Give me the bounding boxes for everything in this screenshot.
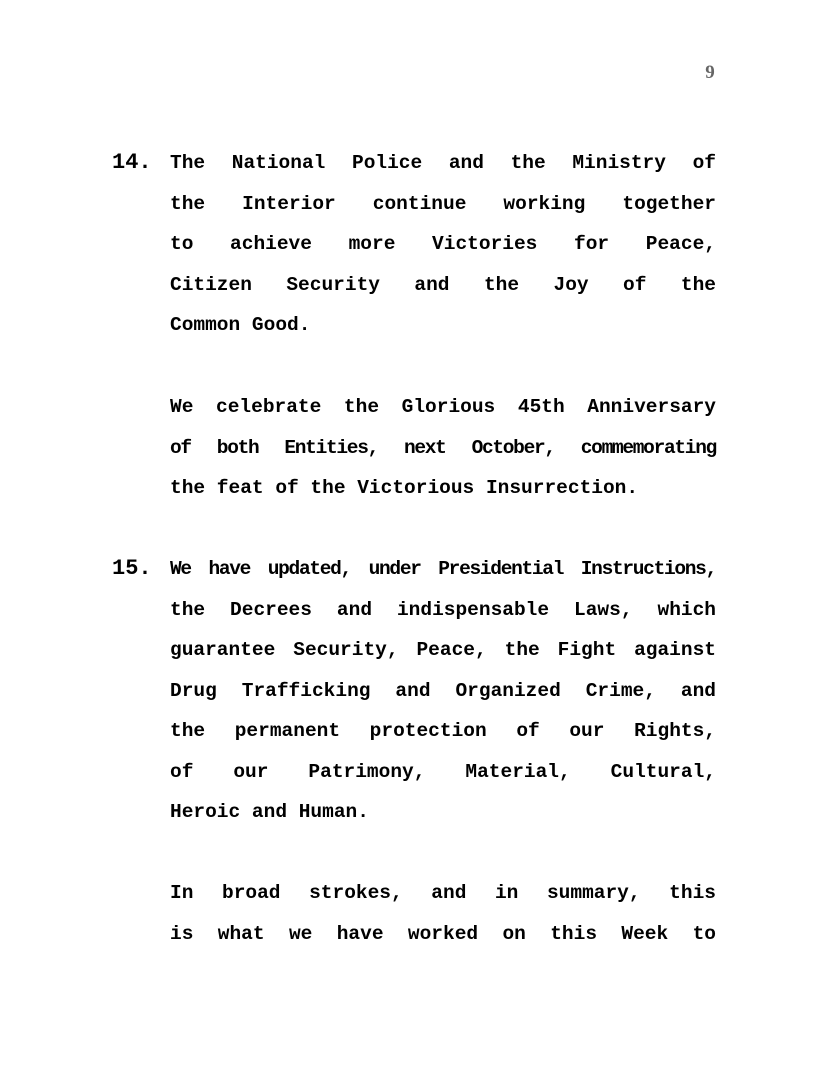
- text-line: to achieve more Victories for Peace,: [170, 233, 716, 255]
- paragraph: [170, 873, 716, 954]
- paragraph: [170, 549, 716, 833]
- paragraph: [170, 387, 716, 509]
- text-line: Heroic and Human.: [170, 801, 369, 823]
- text-line: Drug Trafficking and Organized Crime, and: [170, 679, 716, 702]
- text-line: Common Good.: [170, 314, 311, 336]
- text-line: the permanent protection of our Rights,: [170, 720, 716, 742]
- item-number: 15.: [112, 556, 152, 581]
- text-line: guarantee Security, Peace, the Fight against: [170, 639, 716, 661]
- text-line: In broad strokes, and in summary, this: [170, 882, 716, 904]
- text-line: of our Patrimony, Material, Cultural,: [170, 760, 716, 783]
- text-line: of both Entities, next October, commemorating: [170, 436, 716, 459]
- text-line: the Interior continue working together: [170, 192, 716, 215]
- text-line: is what we have worked on this Week to: [170, 922, 716, 945]
- text-line: the feat of the Victorious Insurrection.: [170, 477, 639, 499]
- text-line: Citizen Security and the Joy of the: [170, 273, 716, 296]
- text-line: We have updated, under Presidential Instructions,: [170, 558, 716, 580]
- page-number: 9: [705, 62, 715, 83]
- text-line: the Decrees and indispensable Laws, which: [170, 598, 716, 621]
- paragraph: [170, 143, 716, 346]
- item-number: 14.: [112, 150, 152, 175]
- text-line: The National Police and the Ministry of: [170, 152, 716, 174]
- text-line: We celebrate the Glorious 45th Anniversary: [170, 396, 716, 418]
